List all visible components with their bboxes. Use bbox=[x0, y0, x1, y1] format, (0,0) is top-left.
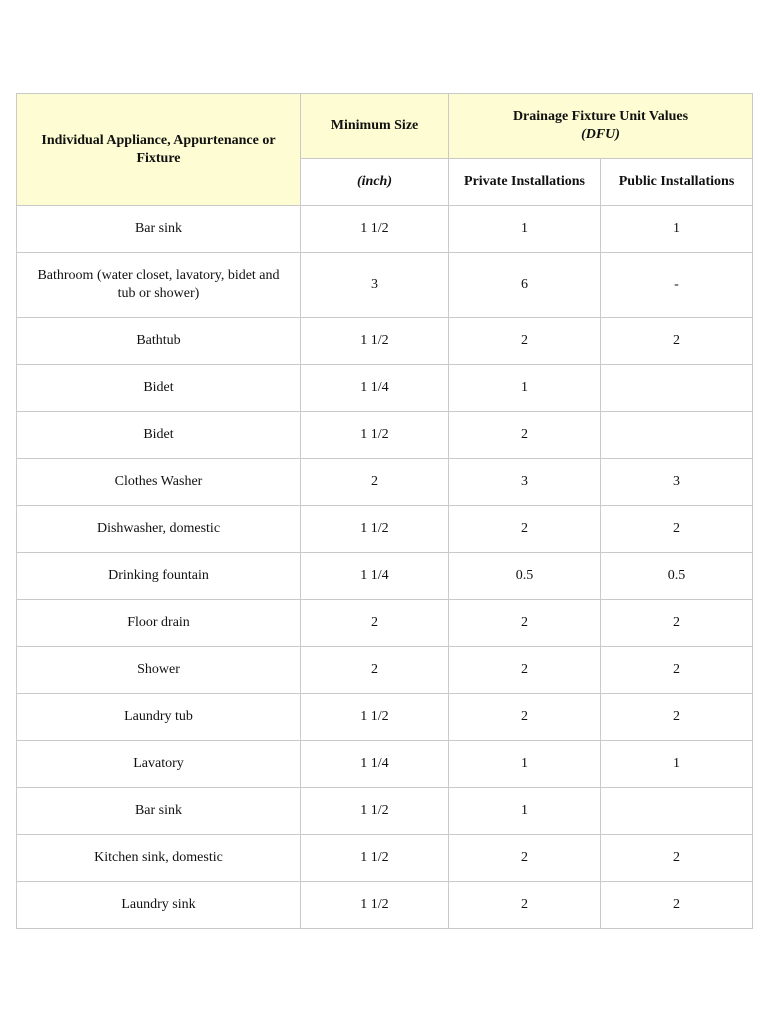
cell-public: 2 bbox=[601, 318, 753, 365]
cell-fixture: Bathroom (water closet, lavatory, bidet and tub or shower) bbox=[17, 253, 301, 318]
cell-min-size: 1 1/4 bbox=[301, 553, 449, 600]
cell-private: 6 bbox=[449, 253, 601, 318]
header-fixture: Individual Appliance, Appurtenance or Fixture bbox=[17, 94, 301, 206]
cell-min-size: 1 1/2 bbox=[301, 835, 449, 882]
table-row bbox=[17, 412, 753, 459]
cell-public: 1 bbox=[601, 206, 753, 253]
cell-private: 2 bbox=[449, 882, 601, 929]
table-row bbox=[17, 882, 753, 929]
table-row bbox=[17, 459, 753, 506]
cell-fixture: Laundry sink bbox=[17, 882, 301, 929]
cell-min-size: 1 1/2 bbox=[301, 506, 449, 553]
table-row bbox=[17, 600, 753, 647]
cell-min-size: 1 1/2 bbox=[301, 206, 449, 253]
cell-private: 1 bbox=[449, 365, 601, 412]
cell-private: 1 bbox=[449, 741, 601, 788]
cell-public: 2 bbox=[601, 835, 753, 882]
table-row bbox=[17, 365, 753, 412]
table-row bbox=[17, 506, 753, 553]
table-row bbox=[17, 553, 753, 600]
dfu-table bbox=[16, 93, 753, 929]
cell-public: 1 bbox=[601, 741, 753, 788]
cell-private: 1 bbox=[449, 206, 601, 253]
cell-public: 0.5 bbox=[601, 553, 753, 600]
cell-public: 2 bbox=[601, 600, 753, 647]
table-row bbox=[17, 835, 753, 882]
table-body bbox=[17, 206, 753, 929]
cell-fixture: Clothes Washer bbox=[17, 459, 301, 506]
cell-fixture: Lavatory bbox=[17, 741, 301, 788]
cell-public: - bbox=[601, 253, 753, 318]
cell-min-size: 1 1/2 bbox=[301, 318, 449, 365]
cell-fixture: Bidet bbox=[17, 412, 301, 459]
cell-private: 0.5 bbox=[449, 553, 601, 600]
header-min-size: Minimum Size bbox=[301, 94, 449, 159]
cell-min-size: 2 bbox=[301, 600, 449, 647]
cell-private: 2 bbox=[449, 318, 601, 365]
table-row bbox=[17, 647, 753, 694]
header-public: Public Installations bbox=[601, 159, 753, 206]
cell-min-size: 2 bbox=[301, 459, 449, 506]
cell-min-size: 2 bbox=[301, 647, 449, 694]
header-dfu-abbr: (DFU) bbox=[581, 127, 620, 142]
header-dfu bbox=[449, 94, 753, 159]
table-row bbox=[17, 741, 753, 788]
table-row bbox=[17, 206, 753, 253]
cell-public: 2 bbox=[601, 506, 753, 553]
cell-public: 2 bbox=[601, 882, 753, 929]
cell-fixture: Bathtub bbox=[17, 318, 301, 365]
table-row bbox=[17, 253, 753, 318]
cell-private: 1 bbox=[449, 788, 601, 835]
cell-min-size: 1 1/2 bbox=[301, 788, 449, 835]
table-row bbox=[17, 318, 753, 365]
cell-fixture: Kitchen sink, domestic bbox=[17, 835, 301, 882]
cell-public: 2 bbox=[601, 647, 753, 694]
table-header bbox=[17, 94, 753, 206]
cell-private: 2 bbox=[449, 835, 601, 882]
cell-fixture: Shower bbox=[17, 647, 301, 694]
table-row bbox=[17, 788, 753, 835]
cell-private: 2 bbox=[449, 506, 601, 553]
header-min-size-unit: (inch) bbox=[301, 159, 449, 206]
cell-public: 2 bbox=[601, 694, 753, 741]
cell-public bbox=[601, 788, 753, 835]
cell-min-size: 1 1/2 bbox=[301, 694, 449, 741]
cell-private: 2 bbox=[449, 600, 601, 647]
cell-fixture: Floor drain bbox=[17, 600, 301, 647]
cell-fixture: Dishwasher, domestic bbox=[17, 506, 301, 553]
cell-min-size: 1 1/2 bbox=[301, 882, 449, 929]
cell-private: 3 bbox=[449, 459, 601, 506]
cell-min-size: 1 1/4 bbox=[301, 741, 449, 788]
cell-min-size: 1 1/4 bbox=[301, 365, 449, 412]
cell-public bbox=[601, 412, 753, 459]
cell-fixture: Laundry tub bbox=[17, 694, 301, 741]
cell-fixture: Bar sink bbox=[17, 206, 301, 253]
header-private: Private Installations bbox=[449, 159, 601, 206]
cell-private: 2 bbox=[449, 694, 601, 741]
cell-private: 2 bbox=[449, 647, 601, 694]
cell-fixture: Bidet bbox=[17, 365, 301, 412]
table-row bbox=[17, 694, 753, 741]
cell-fixture: Bar sink bbox=[17, 788, 301, 835]
cell-fixture: Drinking fountain bbox=[17, 553, 301, 600]
header-row-top bbox=[17, 94, 753, 159]
cell-private: 2 bbox=[449, 412, 601, 459]
cell-public: 3 bbox=[601, 459, 753, 506]
cell-min-size: 3 bbox=[301, 253, 449, 318]
cell-public bbox=[601, 365, 753, 412]
header-dfu-title: Drainage Fixture Unit Values bbox=[512, 109, 689, 124]
cell-min-size: 1 1/2 bbox=[301, 412, 449, 459]
